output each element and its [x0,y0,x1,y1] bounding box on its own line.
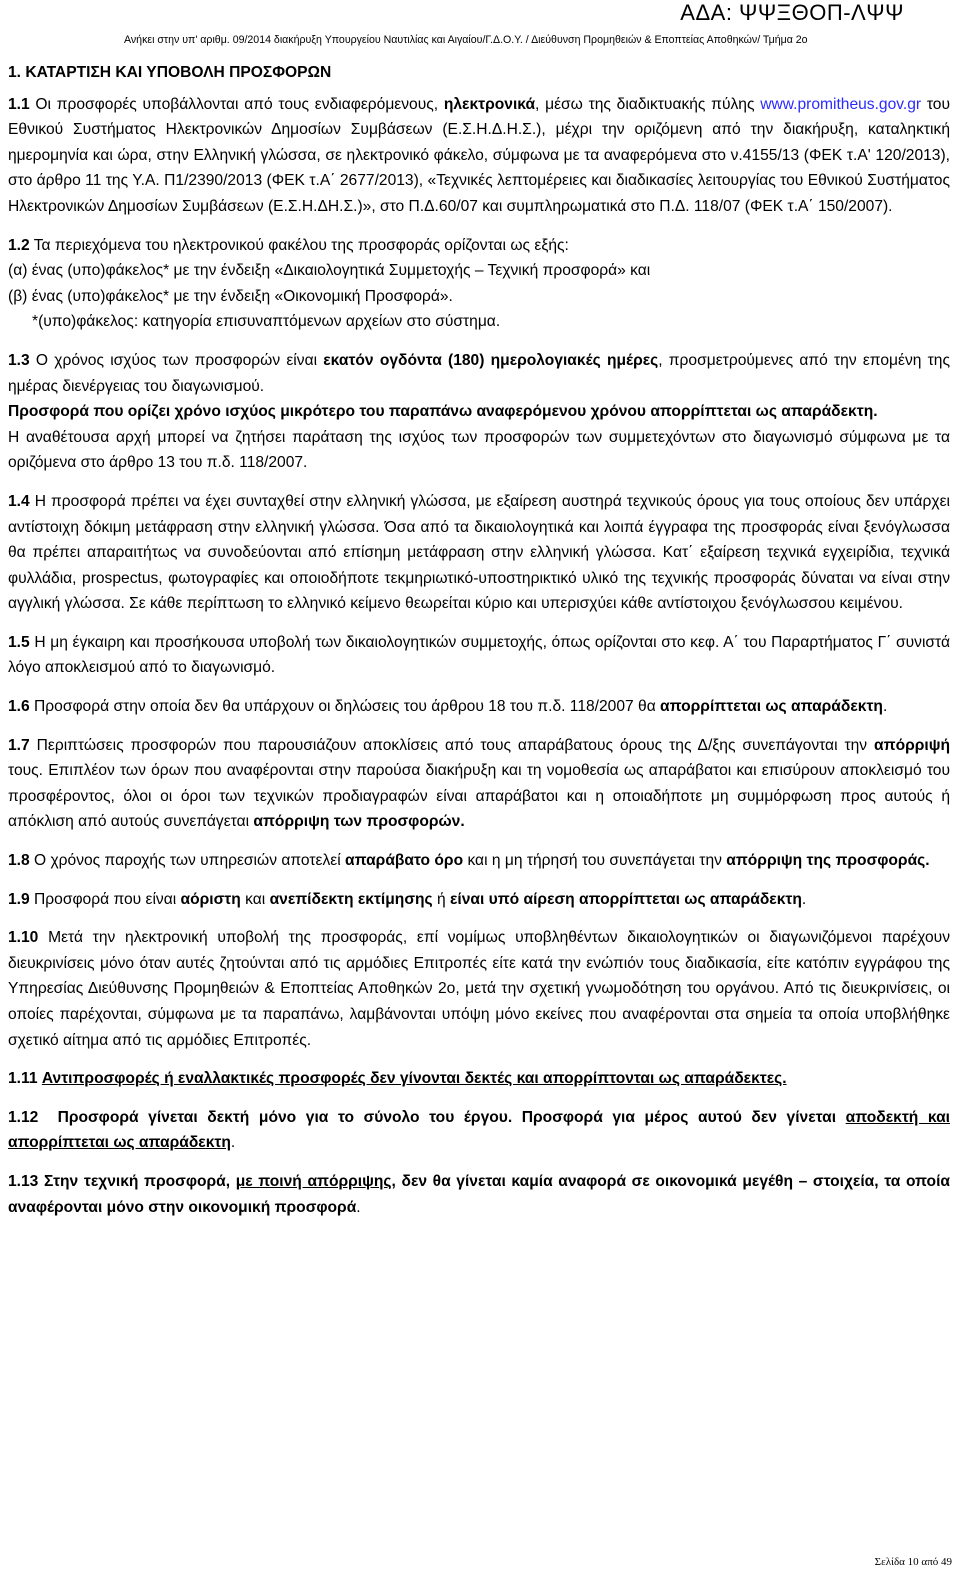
promitheus-link[interactable]: www.promitheus.gov.gr [760,95,922,113]
paragraph-1-6: 1.6 Προσφορά στην οποία δεν θα υπάρχουν οι δηλώσεις του άρθρου 18 του π.δ. 118/2007 θα απορρίπτεται ως απαράδεκτη. [8,698,888,716]
page-number: Σελίδα 10 από 49 [874,1556,952,1568]
paragraph-number: 1.1 [8,95,30,113]
paragraph-1-9: 1.9 Προσφορά που είναι αόριστη και ανεπίδεκτη εκτίμησης ή είναι υπό αίρεση απορρίπτεται ως απαράδεκτη. [8,890,807,908]
header-subtitle: Ανήκει στην υπ' αριθμ. 09/2014 διακήρυξη Υπουργείου Ναυτιλίας και Αιγαίου/Γ.Δ.Ο.Υ. / Διεύθυνση Προμηθειών & Εποπτείας Αποθηκών/ Τμήμα 2ο [124,34,808,46]
paragraph-1-12: 1.12 Προσφορά γίνεται δεκτή μόνο για το σύνολο του έργου. Προσφορά για μέρος αυτού δεν γίνεται αποδεκτή και απορρίπτεται ως απαράδεκτη. [8,1108,951,1152]
paragraph-1-7: 1.7 Περιπτώσεις προσφορών που παρουσιάζουν αποκλίσεις από τους απαράβατους όρους της Δ/ξης συνεπάγονται την απόρριψή τους. Επιπλέον των όρων που αναφέρονται στην παρούσα διακήρυξη και τη νομοθεσία ως απαράβατοι και επισύρουν αποκλεισμό του προσφέροντος, όλοι οι όροι των τεχνικών προδιαγραφών είναι απαράβατοι και η οποιαδήποτε μη συμμόρφωση προς αυτούς ή απόκλιση από αυτούς συνεπάγεται απόρριψη των προσφορών. [8,736,950,831]
paragraph-1-13: 1.13 Στην τεχνική προσφορά, με ποινή απόρριψης, δεν θα γίνεται καμία αναφορά σε οικονομικά μεγέθη – στοιχεία, τα οποία αναφέρονται μόνο στην οικονομική προσφορά. [8,1172,950,1216]
paragraph-1-10: 1.10 Μετά την ηλεκτρονική υποβολή της προσφοράς, επί νομίμως υποβληθέντων δικαιολογητικών οι διαγωνιζόμενοι παρέχουν διευκρινίσεις μόνο όταν αυτές ζητούνται από τις αρμόδιες Επιτροπές είτε κατά την ενώπιόν τους διαδικασία, είτε κατόπιν εγγράφου της Υπηρεσίας Διεύθυνσης Προμηθειών & Εποπτείας Αποθηκών 2ο, μετά την σχετική γνωμοδότηση του οργάνου. Από τις διευκρινίσεις, οι οποίες παρέχονται, σύμφωνα με τα παραπάνω, λαμβάνονται υπόψη μόνο εκείνες που αναφέρονται στα σημεία τα οποία υποβλήθηκε σχετικό αίτημα από τις αρμόδιες Επιτροπές. [8,929,950,1049]
paragraph-1-4: 1.4 Η προσφορά πρέπει να έχει συνταχθεί στην ελληνική γλώσσα, με εξαίρεση αυστηρά τεχνικούς όρους για τους οποίους δεν υπάρχει αντίστοιχη δόκιμη μετάφραση στην ελληνική γλώσσα. Όσα από τα δικαιολογητικά και λοιπά έγγραφα της προσφοράς είναι ξενόγλωσσα θα πρέπει απαραιτήτως να συνοδεύονται από επίσημη μετάφραση στην ελληνική γλώσσα. Κατ΄ εξαίρεση τεχνικά εγχειρίδια, τεχνικά φυλλάδια, prospectus, φωτογραφίες και οποιοδήποτε τεκμηριωτικό-υποστηρικτικό υλικό της τεχνικής προσφοράς δύναται να είναι στην αγγλική γλώσσα. Σε κάθε περίπτωση το ελληνικό κείμενο θεωρείται κύριο και υπερισχύει κάθε αντίστοιχου ξενόγλωσσου κειμένου. [8,492,950,613]
subfolder-note: *(υπο)φάκελος: κατηγορία επισυναπτόμενων αρχείων στο σύστημα. [32,313,501,331]
ada-code: ΑΔΑ: ΨΨΞΘΟΠ-ΛΨΨ [680,0,904,25]
paragraph-1-3: 1.3 Ο χρόνος ισχύος των προσφορών είναι εκατόν ογδόντα (180) ημερολογιακές ημέρες, προσμετρούμενες από την επομένη της ημέρας διενέργειας του διαγωνισμού. Προσφορά που ορίζει χρόνο ισχύος μικρότερο του παραπάνω αναφερόμενου χρόνου απορρίπτεται ως απαράδεκτη. Η αναθέτουσα αρχή μπορεί να ζητήσει παράταση της ισχύος των προσφορών των συμμετεχόντων στο διαγωνισμό σύμφωνα με τα οριζόμενα στο άρθρο 13 του π.δ. 118/2007. [8,351,950,472]
paragraph-1-11: 1.11 Αντιπροσφορές ή εναλλακτικές προσφορές δεν γίνονται δεκτές και απορρίπτονται ως απαράδεκτες. [8,1070,787,1088]
paragraph-1-5: 1.5 Η μη έγκαιρη και προσήκουσα υποβολή των δικαιολογητικών συμμετοχής, όπως ορίζονται στο κεφ. Α΄ του Παραρτήματος Γ΄ συνιστά λόγο αποκλεισμού από το διαγωνισμό. [8,633,950,677]
subfolder-a: (α) ένας (υπο)φάκελος* με την ένδειξη «Δικαιολογητικά Συμμετοχής – Τεχνική προσφορά» και [8,262,651,280]
section-title: 1. ΚΑΤΑΡΤΙΣΗ ΚΑΙ ΥΠΟΒΟΛΗ ΠΡΟΣΦΟΡΩΝ [8,64,332,81]
paragraph-1-2: 1.2 Τα περιεχόμενα του ηλεκτρονικού φακέλου της προσφοράς ορίζονται ως εξής: (α) ένας (υπο)φάκελος* με την ένδειξη «Δικαιολογητικά Συμμετοχής – Τεχνική προσφορά» και (β) ένας (υπο)φάκελος* με την ένδειξη «Οικονομική Προσφορά». *(υπο)φάκελος: κατηγορία επισυναπτόμενων αρχείων στο σύστημα. [8,233,950,335]
document-body [8,60,950,1220]
subfolder-b: (β) ένας (υπο)φάκελος* με την ένδειξη «Οικονομική Προσφορά». [8,287,453,305]
paragraph-1-1: 1.1 Οι προσφορές υποβάλλονται από τους ενδιαφερόμενους, ηλεκτρονικά, μέσω της διαδικτυακής πύλης www.promitheus.gov.gr του Εθνικού Συστήματος Ηλεκτρονικών Δημοσίων Συμβάσεων (Ε.Σ.Η.Δ.Η.Σ.), μέχρι την οριζόμενη από την διακήρυξη, καταληκτική ημερομηνία και ώρα, στην Ελληνική γλώσσα, σε ηλεκτρονικό φάκελο, σύμφωνα με τα αναφερόμενα στο ν.4155/13 (ΦΕΚ τ.Α' 120/2013), στο άρθρο 11 της Υ.Α. Π1/2390/2013 (ΦΕΚ τ.Α΄ 2677/2013), «Τεχνικές λεπτομέρειες και διαδικασίες λειτουργίας του Εθνικού Συστήματος Ηλεκτρονικών Δημοσίων Συμβάσεων (Ε.Σ.Η.ΔΗ.Σ.)», στο Π.Δ.60/07 και συμπληρωματικά στο Π.Δ. 118/07 (ΦΕΚ τ.Α΄ 150/2007). [8,95,950,215]
paragraph-1-8: 1.8 Ο χρόνος παροχής των υπηρεσιών αποτελεί απαράβατο όρο και η μη τήρησή του συνεπάγεται την απόρριψη της προσφοράς. [8,852,930,870]
